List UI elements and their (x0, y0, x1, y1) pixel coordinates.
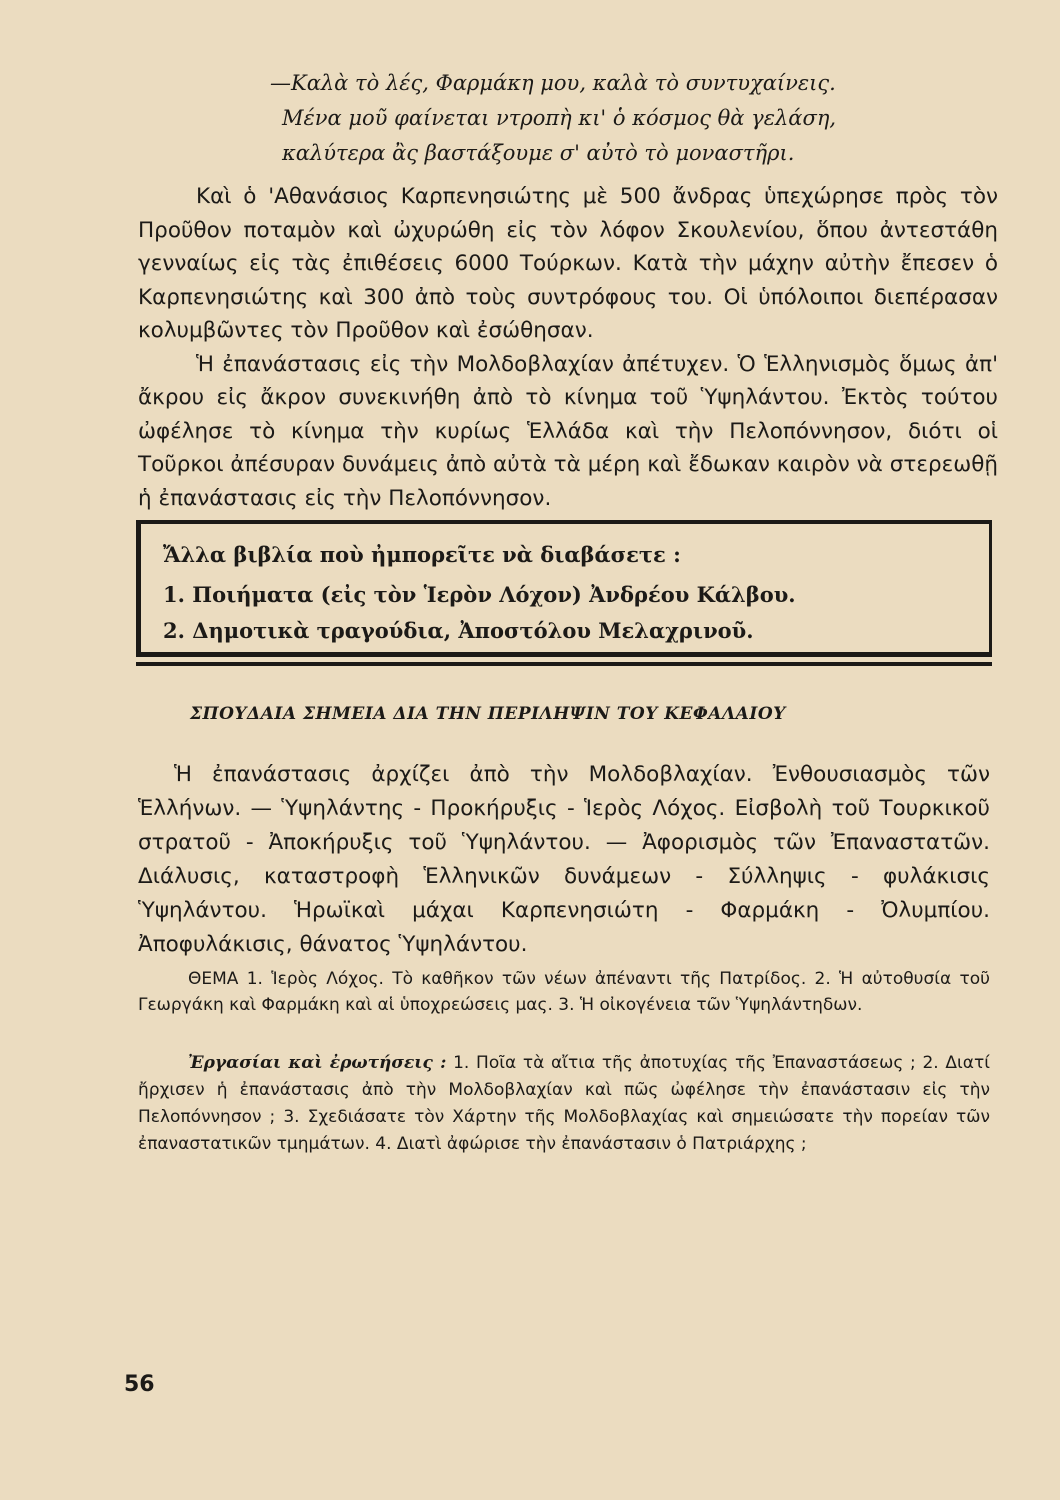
page-number: 56 (124, 1372, 155, 1397)
summary-text: Ἡ ἐπανάστασις ἀρχίζει ἀπὸ τὴν Μολδοβλαχίαν. Ἐνθουσιασμὸς τῶν Ἑλλήνων. — Ὑψηλάντης - Προκήρυξις - Ἱερὸς Λόχος. Εἰσβολὴ τοῦ Τουρκικοῦ στρατοῦ - Ἀποκήρυξις τοῦ Ὑψηλάντου. — Ἀφορισμὸς τῶν Ἐπαναστατῶν. Διάλυσις, καταστροφὴ Ἑλληνικῶν δυνάμεων - Σύλληψις - φυλάκισις Ὑψηλάντου. Ἡρωϊκαὶ μάχαι Καρπενησιώτη - Φαρμάκη - Ὀλυμπίου. Ἀποφυλάκισις, θάνατος Ὑψηλάντου. (138, 762, 990, 957)
reading-list-title: Ἄλλα βιβλία ποὺ ἠμπορεῖτε νὰ διαβάσετε : (163, 542, 681, 567)
summary-heading: ΣΠΟΥΔΑΙΑ ΣΗΜΕΙΑ ΔΙΑ ΤΗΝ ΠΕΡΙΛΗΨΙΝ ΤΟΥ ΚΕΦΑΛΑΙΟΥ (190, 704, 786, 724)
poem-line-3: καλύτερα ἂς βαστάξουμε σ' αὐτὸ τὸ μοναστῆρι. (282, 141, 795, 165)
paragraph-1: Καὶ ὁ 'Αθανάσιος Καρπενησιώτης μὲ 500 ἄνδρας ὑπεχώρησε πρὸς τὸν Προῦθον ποταμὸν καὶ ὠχυρώθη εἰς τὸν λόφον Σκουλενίου, ὅπου ἀντεστάθη γενναίως εἰς τὰς ἐπιθέσεις 6000 Τούρκων. Κατὰ τὴν μάχην αὐτὴν ἔπεσεν ὁ Καρπενησιώτης καὶ 300 ἀπὸ τοὺς συντρόφους του. Οἱ ὑπόλοιποι διεπέρασαν κολυμβῶντες τὸν Προῦθον καὶ ἐσώθησαν. (138, 184, 998, 343)
summary-section (138, 758, 990, 962)
themes-text: ΘΕΜΑ 1. Ἱερὸς Λόχος. Τὸ καθῆκον τῶν νέων ἀπέναντι τῆς Πατρίδος. 2. Ἡ αὐτοθυσία τοῦ Γεωργάκη καὶ Φαρμάκη καὶ αἱ ὑποχρεώσεις μας. 3. Ἡ οἰκογένεια τῶν Ὑψηλάντηδων. (138, 969, 990, 1015)
reading-list-item-2: 2. Δημοτικὰ τραγούδια, Ἀποστόλου Μελαχρινοῦ. (163, 618, 754, 643)
poem-line-1: —Καλὰ τὸ λές, Φαρμάκη μου, καλὰ τὸ συντυχαίνεις. (270, 71, 836, 95)
exercises-text: 1. Ποῖα τὰ αἴτια τῆς ἀποτυχίας τῆς Ἐπαναστάσεως ; 2. Διατί ἤρχισεν ἡ ἐπανάστασις ἀπὸ τὴν Μολδοβλαχίαν καὶ πῶς ὠφέλησε τὴν ἐπανάστασιν εἰς τὴν Πελοπόννησον ; 3. Σχεδιάσατε τὸν Χάρτην τῆς Μολδοβλαχίας καὶ σημειώσατε τὴν πορείαν τῶν ἐπαναστατικῶν τμημάτων. 4. Διατὶ ἀφώρισε τὴν ἐπανάστασιν ὁ Πατριάρχης ; (138, 1053, 990, 1154)
exercises-section (138, 1050, 990, 1158)
poem-line-2: Μένα μοῦ φαίνεται ντροπὴ κι' ὁ κόσμος θὰ γελάση, (282, 106, 837, 130)
box-underline-divider (136, 662, 992, 666)
poem-stanza (270, 66, 950, 171)
reading-list-item-1: 1. Ποιήματα (εἰς τὸν Ἱερὸν Λόχον) Ἀνδρέου Κάλβου. (163, 582, 796, 607)
paragraph-2: Ἡ ἐπανάστασις εἰς τὴν Μολδοβλαχίαν ἀπέτυχεν. Ὁ Ἑλληνισμὸς ὅμως ἀπ' ἄκρου εἰς ἄκρον συνεκινήθη ἀπὸ τὸ κίνημα τοῦ Ὑψηλάντου. Ἐκτὸς τούτου ὠφέλησε τὸ κίνημα τὴν κυρίως Ἑλλάδα καὶ τὴν Πελοπόννησον, διότι οἱ Τοῦρκοι ἀπέσυραν δυνάμεις ἀπὸ αὐτὰ τὰ μέρη καὶ ἔδωκαν καιρὸν νὰ στερεωθῇ ἡ ἐπανάστασις εἰς τὴν Πελοπόννησον. (138, 351, 998, 511)
themes-section (138, 966, 990, 1018)
main-text (138, 180, 998, 515)
exercises-lead: Ἐργασίαι καὶ ἐρωτήσεις : (188, 1053, 447, 1073)
reading-list-box (136, 520, 992, 657)
exercises-paragraph (138, 1050, 990, 1158)
